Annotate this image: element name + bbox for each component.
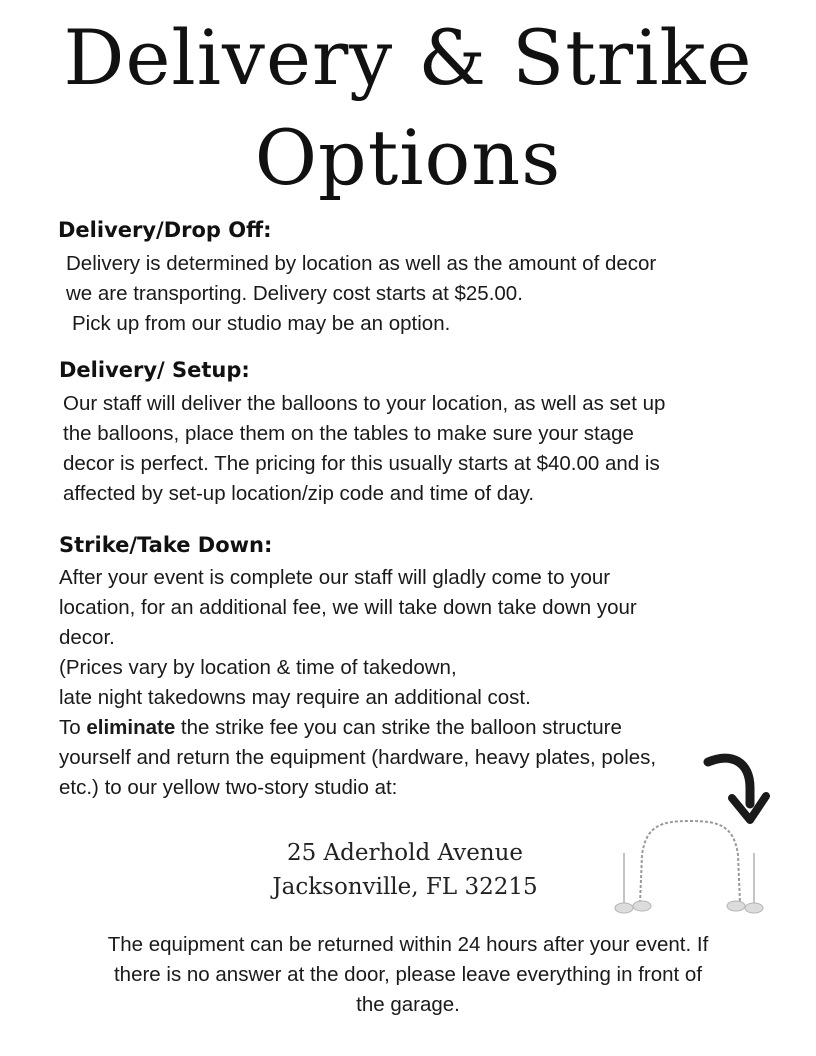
- section-body-delivery-setup: [63, 389, 665, 509]
- body-line: location, for an additional fee, we will take down take down your: [59, 596, 637, 619]
- address-city: Jacksonville, FL 32215: [272, 874, 538, 900]
- body-line: decor.: [59, 626, 115, 649]
- address-street: 25 Aderhold Avenue: [286, 840, 524, 866]
- eliminate-bold-word: eliminate: [86, 716, 176, 739]
- section-body-strike-take-down: [59, 563, 656, 803]
- footer-line: there is no answer at the door, please leave everything in front of: [113, 963, 703, 986]
- footer-line: The equipment can be returned within 24 hours after your event. If: [107, 933, 709, 956]
- page-title-line-1: Delivery & Strike: [63, 13, 753, 102]
- footer-note: [40, 930, 776, 1020]
- body-line: affected by set-up location/zip code and time of day.: [63, 482, 535, 505]
- body-line: After your event is complete our staff will gladly come to your: [59, 566, 611, 589]
- body-line: yourself and return the equipment (hardware, heavy plates, poles,: [59, 746, 657, 769]
- eliminate-suffix: the strike fee you can strike the balloon structure: [175, 716, 622, 739]
- eliminate-prefix: To: [59, 716, 87, 739]
- body-line: decor is perfect. The pricing for this usually starts at $40.00 and is: [63, 452, 660, 475]
- body-line-eliminate: [59, 713, 656, 743]
- body-line: the balloons, place them on the tables to make sure your stage: [63, 422, 634, 445]
- body-line: late night takedowns may require an additional cost.: [59, 686, 531, 709]
- body-line: Our staff will deliver the balloons to your location, as well as set up: [63, 392, 666, 415]
- body-line: (Prices vary by location & time of takedown,: [59, 656, 457, 679]
- body-line: Delivery is determined by location as well as the amount of decor: [66, 252, 657, 275]
- body-line: etc.) to our yellow two-story studio at:: [59, 776, 398, 799]
- section-heading-strike-take-down: Strike/Take Down:: [59, 533, 273, 557]
- body-line: Pick up from our studio may be an option.: [72, 312, 451, 335]
- section-body-delivery-drop-off: [66, 249, 656, 339]
- balloon-arch-frame-image: [610, 815, 770, 920]
- section-heading-delivery-drop-off: Delivery/Drop Off:: [58, 218, 272, 242]
- page-title-line-2: Options: [254, 113, 562, 202]
- footer-line: the garage.: [356, 993, 460, 1016]
- section-heading-delivery-setup: Delivery/ Setup:: [59, 358, 250, 382]
- body-line: we are transporting. Delivery cost starts at $25.00.: [66, 282, 523, 305]
